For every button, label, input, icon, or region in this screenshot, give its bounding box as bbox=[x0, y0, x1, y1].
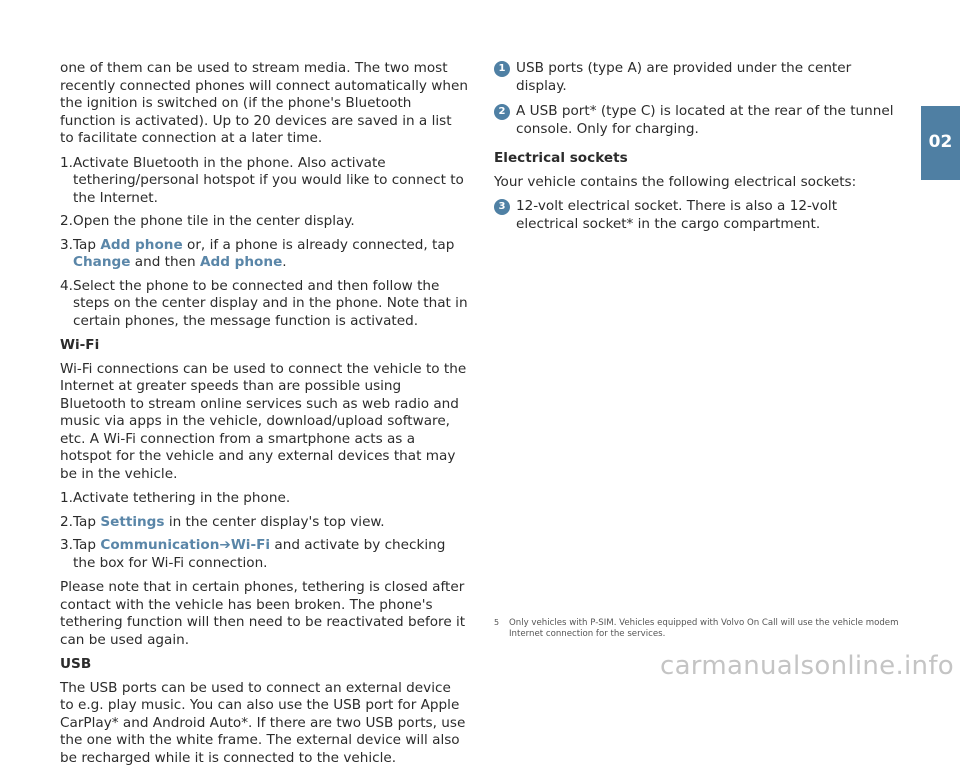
list-item: 4. Select the phone to be connected and then follow the steps on the center display and in the phone. Note that in certain phones, the message function is activated. bbox=[60, 277, 468, 329]
intro-paragraph: one of them can be used to stream media. The two most recently connected phones will connect automatically when the ignition is switched on (if the phone's Bluetooth function is activated). Up to 20 devices are saved in a list to facilitate connection at a later time. bbox=[60, 60, 469, 146]
ui-term-change: Change bbox=[73, 254, 131, 270]
ui-term-settings: Settings bbox=[100, 513, 165, 530]
callout-number-1-icon: 1 bbox=[494, 61, 510, 77]
callout-item: 2 A USB port* (type C) is located at the rear of the tunnel console. Only for charging. bbox=[494, 103, 894, 138]
list-item: 1. Activate Bluetooth in the phone. Also activate tethering/personal hotspot if you would like to connect to the Internet. bbox=[60, 154, 464, 206]
wifi-heading: Wi-Fi bbox=[60, 337, 100, 353]
wifi-steps bbox=[60, 490, 468, 572]
callout-item: 1 USB ports (type A) are provided under the center display. bbox=[494, 60, 894, 95]
usb-heading: USB bbox=[60, 656, 92, 672]
right-column bbox=[494, 60, 894, 241]
list-item: 2. Open the phone tile in the center display. bbox=[60, 213, 355, 229]
watermark: carmanualsonline.info bbox=[659, 650, 954, 681]
usb-paragraph: The USB ports can be used to connect an external device to e.g. play music. You can also use the USB port for Apple CarPlay* and Android Auto*. If there are two USB ports, use the one with the white frame. The external device will also be recharged while it is connected to the vehicle. bbox=[60, 679, 466, 766]
sockets-heading: Electrical sockets bbox=[494, 150, 628, 166]
footnote-text: Only vehicles with P-SIM. Vehicles equipped with Volvo On Call will use the vehicle modem Internet connection for the services. bbox=[509, 618, 899, 639]
ui-term-add-phone: Add phone bbox=[100, 236, 183, 253]
left-column bbox=[60, 60, 468, 774]
footnote-number: 5 bbox=[494, 618, 500, 627]
wifi-paragraph: Wi-Fi connections can be used to connect the vehicle to the Internet at greater speeds than are possible using Bluetooth to stream online services such as web radio and music via apps in the vehicle, download/upload software, etc. A Wi-Fi connection from a smartphone acts as a hotspot for the vehicle and any external devices that may be in the vehicle. bbox=[60, 360, 467, 482]
list-item: 3. Tap Add phone or, if a phone is already connected, tap Change and then Add phone. bbox=[60, 236, 455, 270]
ui-term-communication: Communication bbox=[100, 537, 220, 553]
sockets-intro: Your vehicle contains the following electrical sockets: bbox=[494, 173, 857, 190]
callout-item: 3 12-volt electrical socket. There is also a 12-volt electrical socket* in the cargo compartment. bbox=[494, 198, 894, 233]
ui-term-wifi: Wi-Fi bbox=[230, 537, 271, 553]
chapter-tab[interactable]: 02 bbox=[921, 106, 960, 180]
callout-number-3-icon: 3 bbox=[494, 199, 510, 215]
footnote bbox=[494, 618, 904, 640]
ui-term-add-phone: Add phone bbox=[199, 254, 283, 270]
bluetooth-steps bbox=[60, 155, 468, 331]
list-item: 2. Tap Settings in the center display's top view. bbox=[60, 513, 385, 530]
callout-number-2-icon: 2 bbox=[494, 104, 510, 120]
list-item: 3. Tap Communication➔Wi-Fi and activate by checking the box for Wi-Fi connection. bbox=[60, 537, 446, 571]
arrow-right-icon: ➔ bbox=[219, 537, 231, 553]
list-item: 1. Activate tethering in the phone. bbox=[60, 490, 291, 506]
wifi-note: Please note that in certain phones, tethering is closed after contact with the vehicle has been broken. The phone's tethering function will then need to be reactivated before it can be used again. bbox=[60, 579, 466, 648]
